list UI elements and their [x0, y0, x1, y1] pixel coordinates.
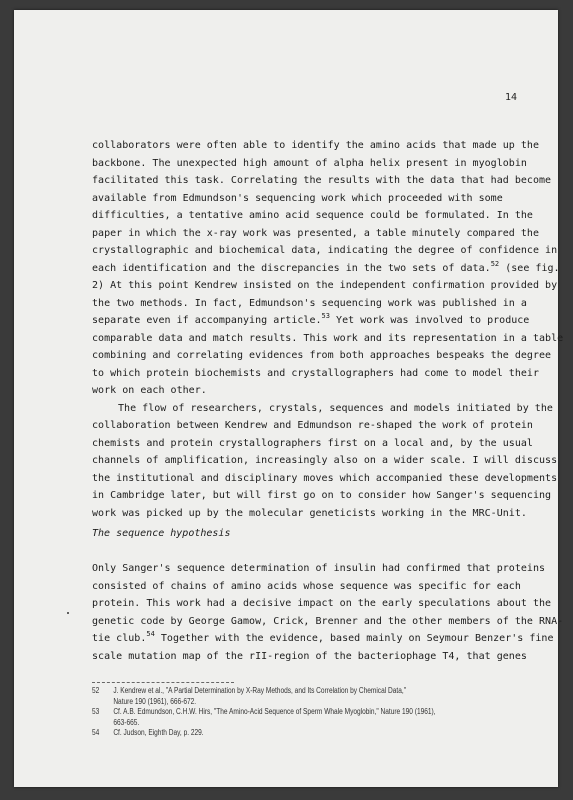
text-line: to which protein biochemists and crystallographers had come to model their — [92, 367, 539, 379]
footnote-54 — [92, 728, 445, 739]
text-line: the institutional and disciplinary moves which accompanied these developments — [92, 472, 558, 484]
text-line: facilitated this task. Correlating the results with the data that had become — [92, 175, 552, 186]
text-line: work was picked up by the molecular geneticists working in the MRC-Unit. — [92, 507, 527, 519]
text-fragment: tie club. — [92, 633, 147, 644]
footnote-52 — [92, 686, 445, 697]
text-line — [92, 630, 554, 648]
text-line: paper in which the x-ray work was presented, a table minutely compared the — [92, 227, 539, 239]
footnote-53 — [92, 707, 445, 718]
footnote-number: 52 — [92, 686, 100, 695]
text-line: collaboration between Kendrew and Edmundson re-shaped the work of protein — [92, 420, 533, 431]
footnote-text: J. Kendrew et al., "A Partial Determination by X-Ray Methods, and Its Correlation by Chemical Data," — [113, 686, 407, 695]
text-line: Only Sanger's sequence determination of insulin had confirmed that proteins — [92, 563, 546, 574]
footnote-number: 54 — [92, 728, 100, 737]
footnotes — [92, 686, 522, 739]
text-line: available from Edmundson's sequencing work which proceeded with some — [92, 192, 503, 204]
text-line: consisted of chains of amino acids whose sequence was specific for each — [92, 580, 521, 592]
text-line: protein. This work had a decisive impact on the early speculations about the — [92, 598, 552, 609]
text-line: The flow of researchers, crystals, sequences and models initiated by the — [118, 402, 553, 414]
footnote-number: 53 — [92, 707, 100, 716]
footnote-ref-52: 52 — [490, 259, 500, 268]
text-fragment: (see fig. — [499, 262, 560, 274]
text-line: channels of amplification, increasingly also on a wider scale. I will discuss — [92, 455, 558, 466]
section-heading: The sequence hypothesis — [92, 528, 231, 539]
text-line: in Cambridge later, but will first go on to consider how Sanger's sequencing — [92, 490, 552, 501]
footnote-text: Nature 190 (1961), 666-672. — [113, 696, 197, 706]
paragraph-1 — [92, 137, 564, 522]
text-line: comparable data and match results. This work and its representation in a table — [92, 332, 564, 344]
margin-mark — [67, 612, 69, 614]
text-line: chemists and protein crystallographers first on a local and, by the usual — [92, 437, 533, 449]
footnote-ref-54: 54 — [146, 630, 155, 638]
text-fragment: Together with the evidence, based mainly on Seymour Benzer's fine — [154, 633, 554, 644]
text-line — [92, 312, 530, 330]
text-line: work on each other. — [92, 385, 207, 396]
footnote-ref-53: 53 — [321, 312, 331, 320]
text-line: genetic code by George Gamow, Crick, Brenner and the other members of the RNA- — [92, 615, 564, 627]
footnote-text: Cf. A.B. Edmundson, C.H.W. Hirs, "The Amino-Acid Sequence of Sperm Whale Myoglobin," Nature 190 (1961), — [113, 707, 436, 716]
text-line: 2) At this point Kendrew insisted on the independent confirmation provided by — [92, 280, 558, 291]
text-line: crystallographic and biochemical data, indicating the degree of confidence in — [92, 245, 558, 256]
text-line: combining and correlating evidences from both approaches bespeaks the degree — [92, 350, 552, 361]
text-line — [92, 259, 560, 278]
text-fragment: separate even if accompanying article. — [92, 315, 322, 326]
text-line: backbone. The unexpected high amount of alpha helix present in myoglobin — [92, 157, 527, 169]
footnote-text: 663-665. — [113, 717, 140, 727]
text-fragment: each identification and the discrepancies in the two sets of data. — [92, 262, 491, 274]
text-line: the two methods. In fact, Edmundson's sequencing work was published in a — [92, 297, 527, 309]
text-line: collaborators were often able to identify the amino acids that made up the — [92, 140, 539, 151]
paragraph-3 — [92, 560, 564, 665]
text-fragment: Yet work was involved to produce — [330, 315, 530, 326]
text-line: scale mutation map of the rII-region of the bacteriophage T4, that genes — [92, 650, 527, 662]
text-line: difficulties, a tentative amino acid sequence could be formulated. In the — [92, 210, 533, 221]
footnote-separator — [92, 682, 234, 683]
footnote-text: Cf. Judson, Eighth Day, p. 229. — [113, 728, 204, 737]
page-number: 14 — [505, 92, 518, 103]
